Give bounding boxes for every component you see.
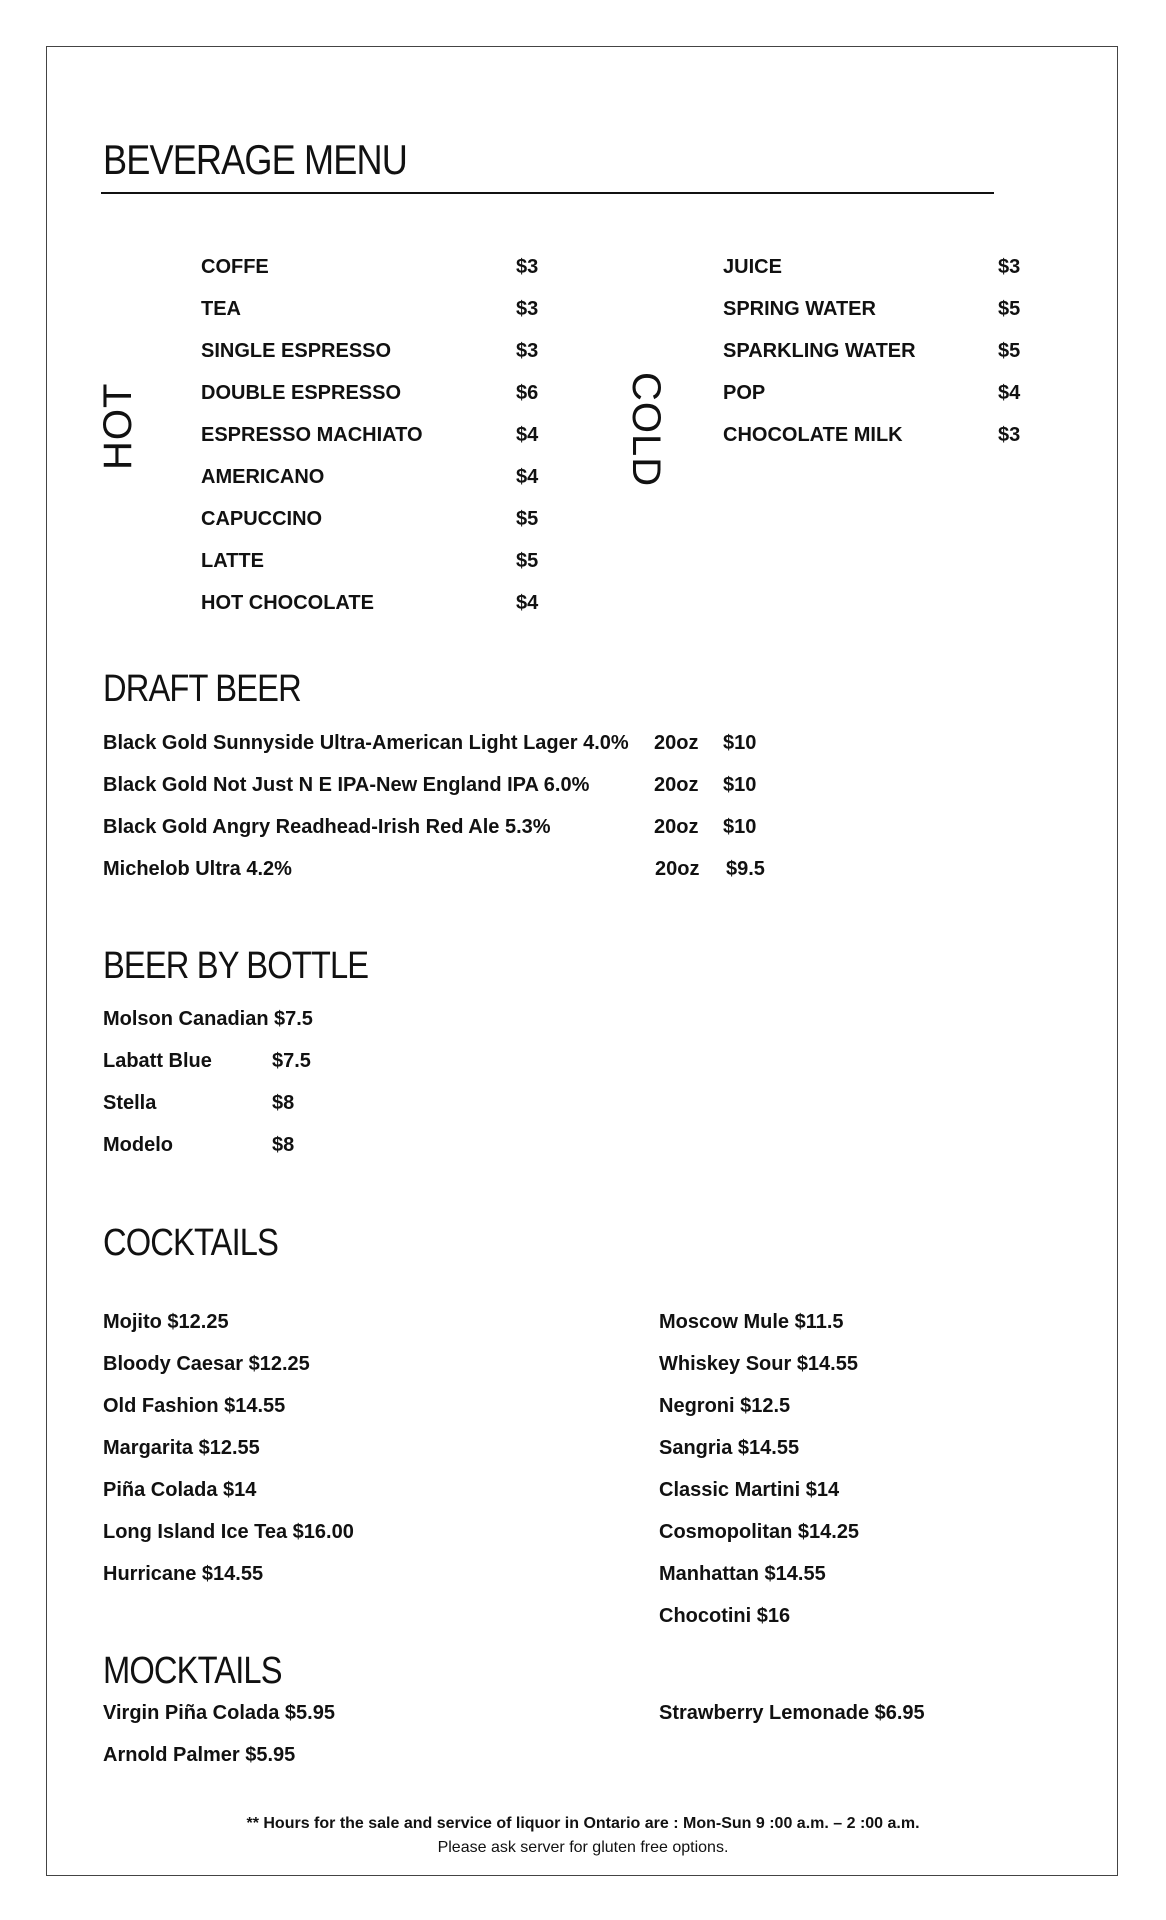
hot-item-price: $3 [516,256,539,278]
cold-item-price: $3 [998,256,1021,278]
cocktail-item: Bloody Caesar $12.25 [103,1353,310,1375]
bottle-beer-name: Molson Canadian [103,1008,269,1030]
draft-beer-size: 20oz [654,732,699,754]
mocktail-item: Strawberry Lemonade $6.95 [659,1702,925,1724]
hot-item-name: AMERICANO [201,466,325,488]
cold-item-name: SPRING WATER [723,298,876,320]
cocktail-item: Hurricane $14.55 [103,1563,264,1585]
gluten-free-note: Please ask server for gluten free options. [437,1839,729,1856]
cocktail-item: Margarita $12.55 [103,1437,260,1459]
cold-item-price: $4 [998,382,1021,404]
hot-item-name: CAPUCCINO [201,508,323,530]
hot-item-name: COFFE [201,256,269,278]
cocktail-item: Sangria $14.55 [659,1437,800,1459]
draft-beer-price: $10 [723,816,757,838]
cold-item-name: JUICE [723,256,782,278]
cocktails-heading: COCKTAILS [103,1222,279,1264]
draft-beer-name: Michelob Ultra 4.2% [103,858,292,880]
cold-item-price: $5 [998,298,1021,320]
cocktail-item: Mojito $12.25 [103,1311,229,1333]
cocktail-item: Manhattan $14.55 [659,1563,826,1585]
draft-beer-price: $10 [723,732,757,754]
cocktail-item: Long Island Ice Tea $16.00 [103,1521,354,1543]
cocktail-item: Piña Colada $14 [103,1479,257,1501]
mocktail-item: Arnold Palmer $5.95 [103,1744,296,1766]
cocktail-item: Classic Martini $14 [659,1479,840,1501]
beer-by-bottle-heading: BEER BY BOTTLE [103,945,369,987]
bottle-beer-price: $8 [272,1134,295,1156]
mocktails-heading: MOCKTAILS [103,1650,282,1692]
draft-beer-name: Black Gold Not Just N E IPA-New England IPA 6.0% [103,774,590,796]
hot-item-name: LATTE [201,550,264,572]
draft-beer-size: 20oz [654,816,699,838]
draft-beer-size: 20oz [655,858,700,880]
cocktail-item: Negroni $12.5 [659,1395,791,1417]
menu-title: BEVERAGE MENU [103,136,407,183]
draft-beer-price: $10 [723,774,757,796]
cold-item-price: $3 [998,424,1021,446]
hot-label: HOT [96,382,140,470]
hot-item-name: SINGLE ESPRESSO [201,340,392,362]
hot-item-price: $6 [516,382,539,404]
cold-label: COLD [624,372,668,488]
cold-item-name: POP [723,382,766,404]
bottle-beer-name: Labatt Blue [103,1050,212,1072]
hot-item-price: $4 [516,466,539,488]
bottle-beer-price: $7.5 [274,1008,313,1030]
draft-beer-name: Black Gold Sunnyside Ultra-American Light Lager 4.0% [103,732,629,754]
cold-item-name: CHOCOLATE MILK [723,424,903,446]
mocktail-item: Virgin Piña Colada $5.95 [103,1702,335,1724]
cocktail-item: Old Fashion $14.55 [103,1395,286,1417]
hot-item-name: TEA [201,298,241,320]
hot-item-name: DOUBLE ESPRESSO [201,382,402,404]
hot-item-price: $4 [516,424,539,446]
draft-beer-price: $9.5 [726,858,765,880]
cocktail-item: Whiskey Sour $14.55 [659,1353,858,1375]
bottle-beer-name: Modelo [103,1134,173,1156]
bottle-beer-name: Stella [103,1092,157,1114]
hot-item-price: $3 [516,340,539,362]
draft-beer-name: Black Gold Angry Readhead-Irish Red Ale 5.3% [103,816,551,838]
hot-item-name: ESPRESSO MACHIATO [201,424,423,446]
draft-beer-size: 20oz [654,774,699,796]
draft-beer-heading: DRAFT BEER [103,668,301,710]
liquor-hours-note: ** Hours for the sale and service of liquor in Ontario are : Mon-Sun 9 :00 a.m. – 2 :00 a.m. [246,1815,920,1832]
title-divider [101,192,994,194]
cold-item-price: $5 [998,340,1021,362]
hot-item-name: HOT CHOCOLATE [201,592,374,614]
cocktail-item: Moscow Mule $11.5 [659,1311,844,1333]
cocktail-item: Chocotini $16 [659,1605,791,1627]
hot-item-price: $5 [516,508,539,530]
hot-item-price: $5 [516,550,539,572]
cold-item-name: SPARKLING WATER [723,340,916,362]
hot-item-price: $4 [516,592,539,614]
cocktail-item: Cosmopolitan $14.25 [659,1521,860,1543]
hot-item-price: $3 [516,298,539,320]
bottle-beer-price: $8 [272,1092,295,1114]
bottle-beer-price: $7.5 [272,1050,311,1072]
